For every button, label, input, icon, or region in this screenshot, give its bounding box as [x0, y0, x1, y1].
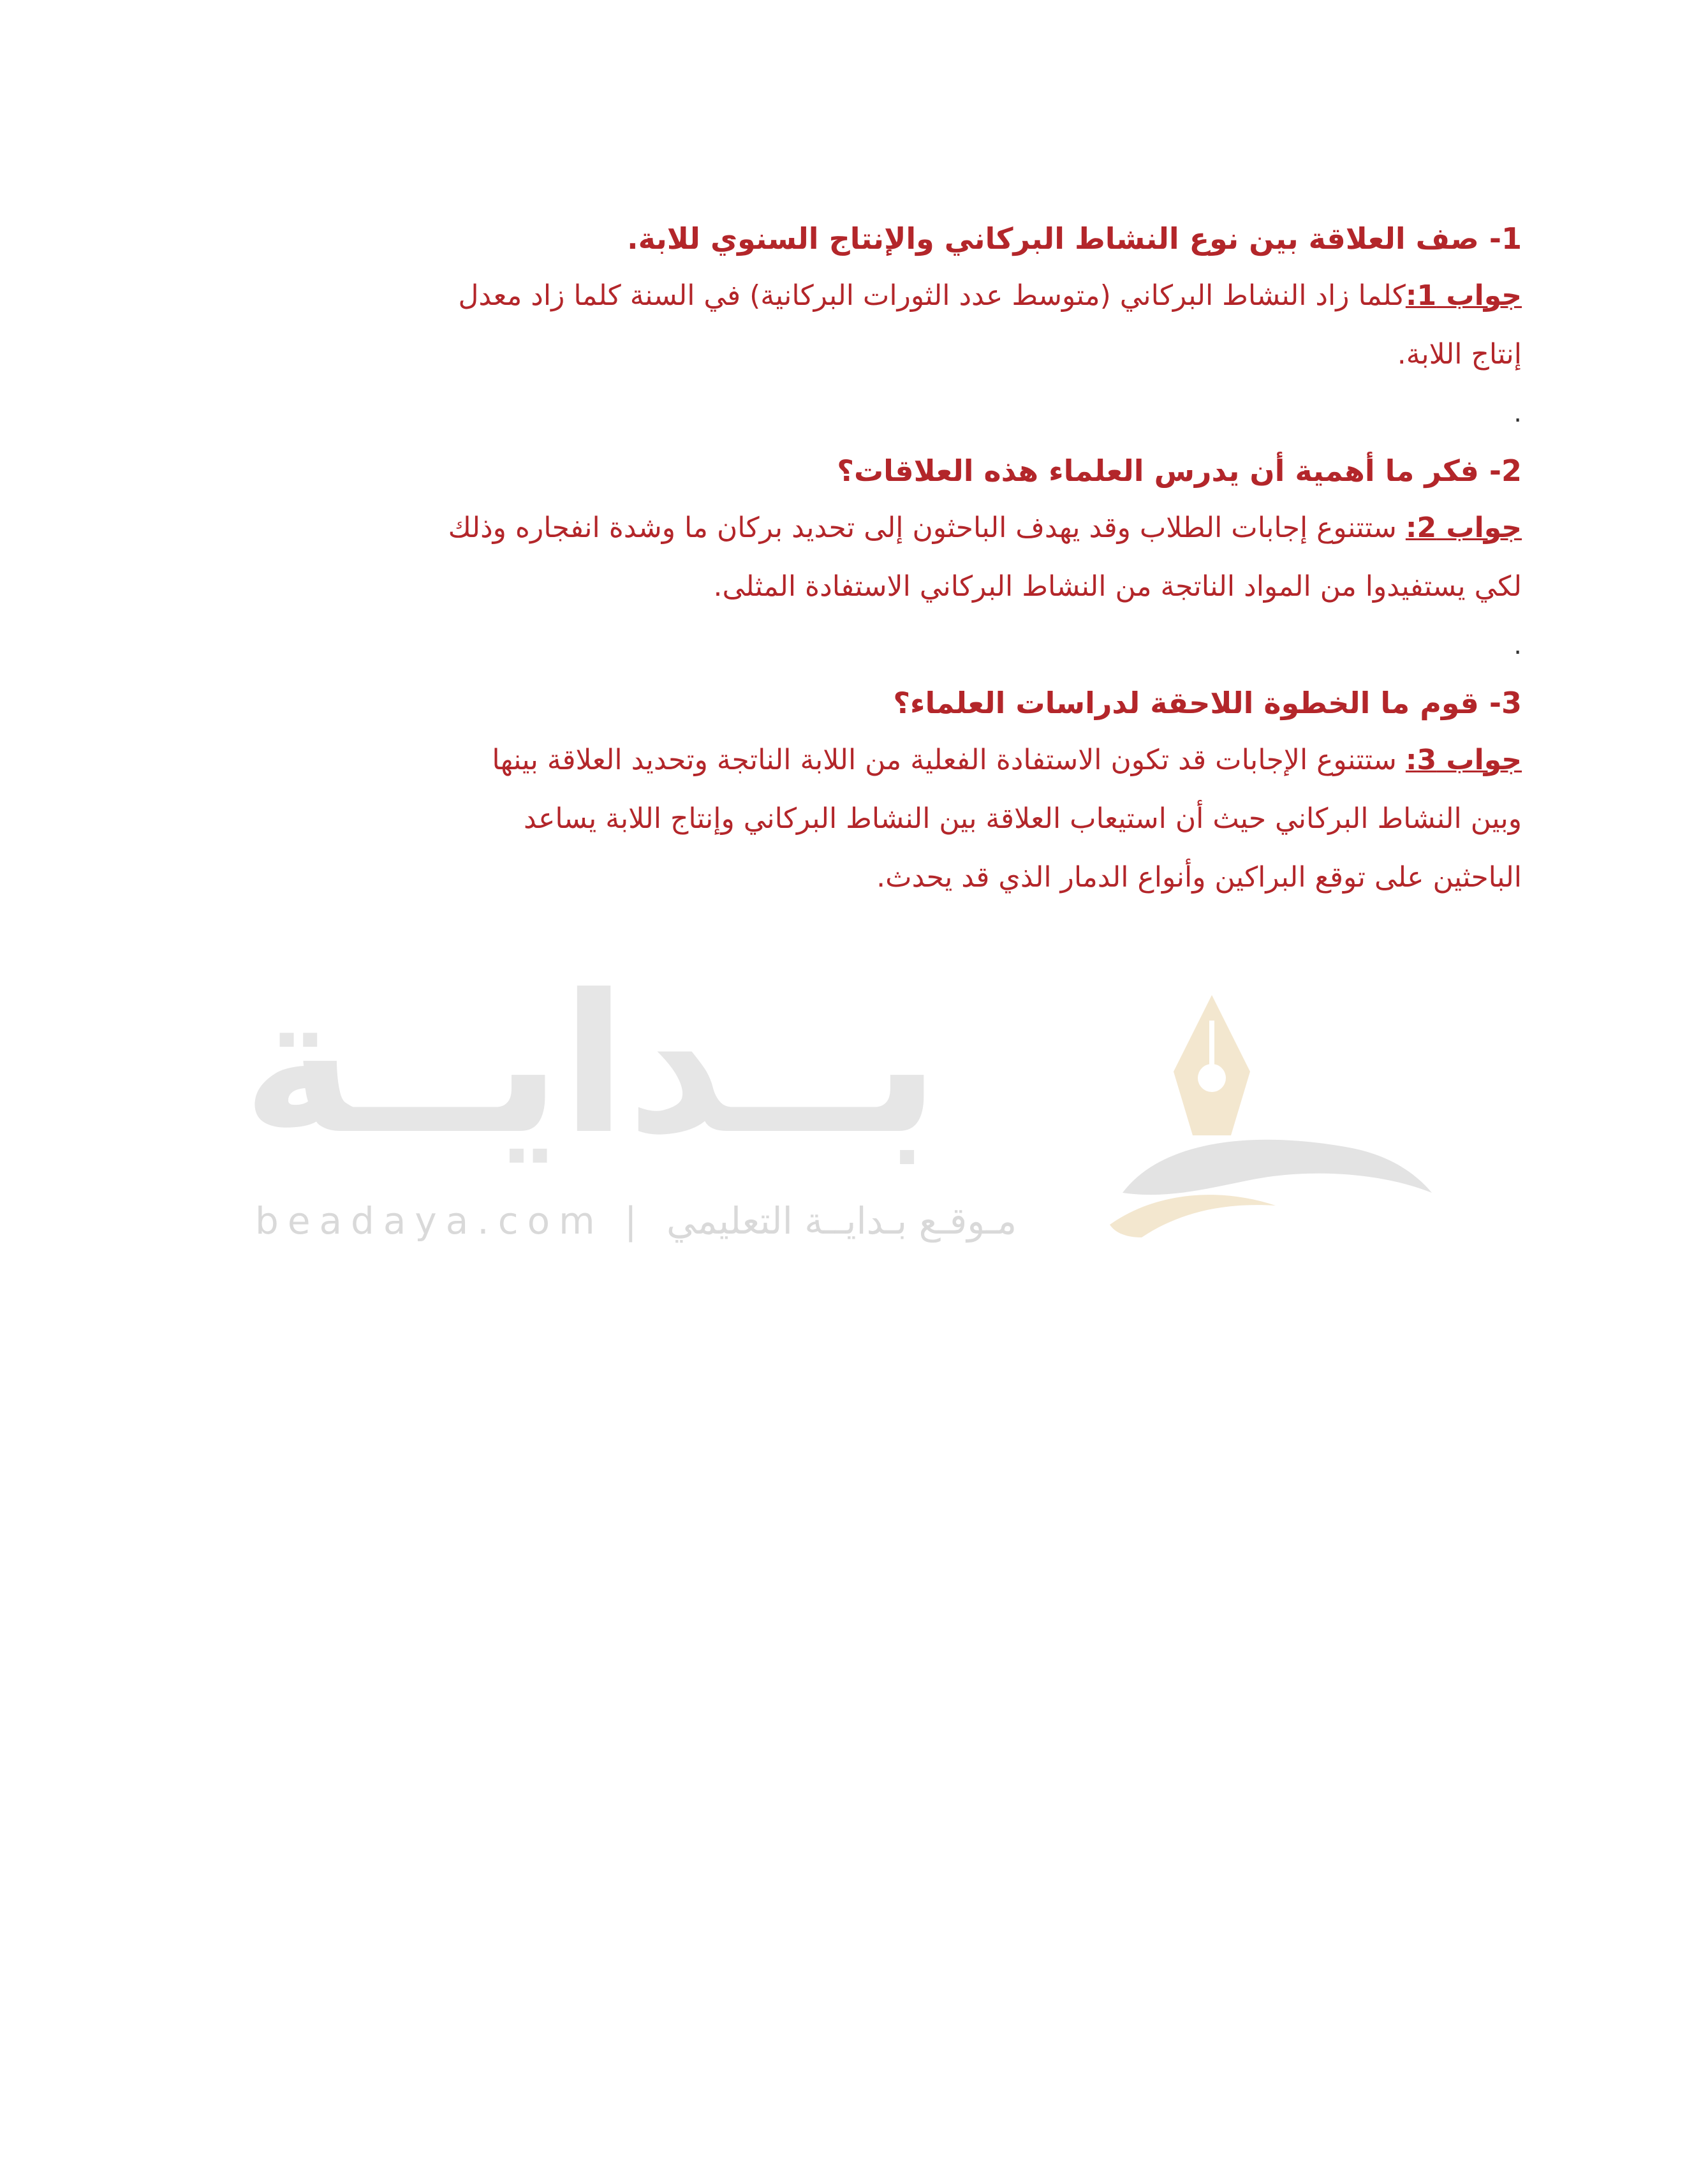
document-body	[151, 210, 1522, 907]
answer-2-text-1: ستتنوع إجابات الطلاب وقد يهدف الباحثون إلى تحديد بركان ما وشدة انفجاره وذلك	[448, 512, 1406, 544]
answer-3-text-1: ستتنوع الإجابات قد تكون الاستفادة الفعلية من اللابة الناتجة وتحديد العلاقة بينها	[492, 744, 1406, 776]
answer-3-label: جواب 3:	[1405, 744, 1522, 776]
answer-1-line-1	[151, 267, 1522, 325]
separator-dot-2: .	[1514, 631, 1522, 660]
answer-1-line-2: إنتاج اللابة.	[1397, 338, 1522, 371]
pen-nib-emblem-icon	[1084, 982, 1441, 1250]
answer-3-line-1	[151, 731, 1522, 790]
answer-1-text-1: كلما زاد النشاط البركاني (متوسط عدد الثورات البركانية) في السنة كلما زاد معدل	[458, 279, 1406, 312]
answer-2-line-2: لكي يستفيدوا من المواد الناتجة من النشاط البركاني الاستفادة المثلى.	[713, 570, 1522, 603]
question-3: 3- قوم ما الخطوة اللاحقة لدراسات العلماء؟	[893, 686, 1522, 720]
answer-3-line-2: وبين النشاط البركاني حيث أن استيعاب العلاقة بين النشاط البركاني وإنتاج اللابة يساعد	[524, 802, 1522, 835]
question-1: 1- صف العلاقة بين نوع النشاط البركاني والإنتاج السنوي للابة.	[627, 221, 1522, 256]
qa-item-3	[151, 675, 1522, 907]
answer-2-line-1	[151, 499, 1522, 557]
answer-2-label: جواب 2:	[1405, 512, 1522, 544]
watermark-logo-text: بــدايــة	[242, 954, 940, 1176]
qa-item-1	[151, 210, 1522, 443]
answer-3-line-3: الباحثين على توقع البراكين وأنواع الدمار الذي قد يحدث.	[876, 861, 1522, 894]
answer-1-label: جواب 1:	[1405, 279, 1522, 312]
separator-dot-1: .	[1514, 399, 1522, 428]
watermark-separator: |	[624, 1199, 646, 1243]
watermark-caption	[255, 1199, 1017, 1243]
question-2: 2- فكر ما أهمية أن يدرس العلماء هذه العلاقات؟	[837, 454, 1522, 488]
watermark-arabic-caption: مـوقـع بـدايــة التعليمي	[667, 1199, 1017, 1243]
qa-item-2	[151, 443, 1522, 675]
watermark-logo	[242, 954, 1454, 1263]
watermark-site: beadaya.com	[255, 1199, 604, 1243]
